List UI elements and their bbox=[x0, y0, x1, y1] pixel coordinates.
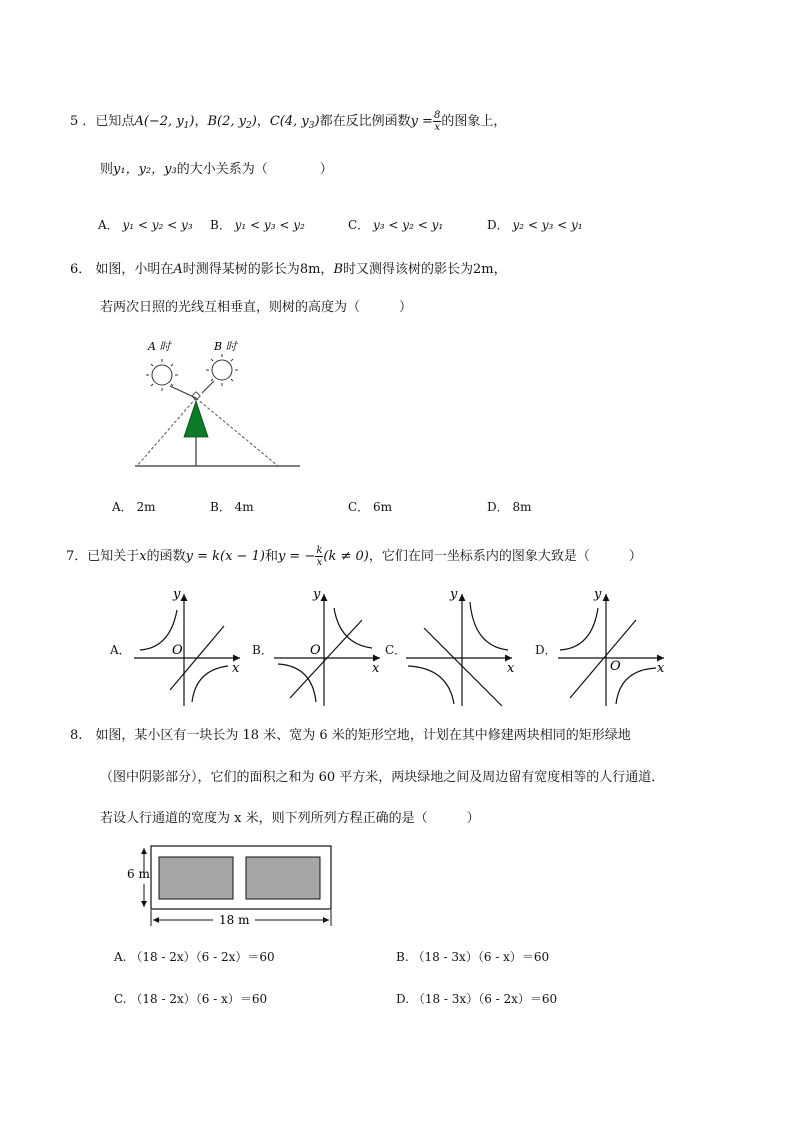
q6-label-a: A 时 bbox=[148, 340, 171, 353]
q6-option-b[interactable]: B． 4m bbox=[210, 500, 254, 514]
q7-graph-a bbox=[132, 588, 247, 708]
q7-graph-b bbox=[272, 588, 387, 708]
q6-tree-shadow-figure bbox=[130, 338, 305, 473]
svg-text:x: x bbox=[507, 661, 515, 676]
q5-fraction: $\frac{8}{x}$ bbox=[433, 110, 441, 133]
sun-a-icon bbox=[146, 359, 178, 391]
q6-label-b: B 时 bbox=[214, 340, 237, 353]
svg-text:y: y bbox=[313, 587, 321, 602]
svg-text:O: O bbox=[172, 643, 183, 658]
q8-line1: 8. 如图，某小区有一块长为 18 米、宽为 6 米的矩形空地，计划在其中修建两块相同的矩形绿地 bbox=[70, 728, 631, 743]
q8-garden-figure bbox=[125, 840, 340, 932]
svg-text:x: x bbox=[232, 661, 240, 676]
svg-text:x: x bbox=[657, 661, 665, 676]
q8-line2: （图中阴影部分），它们的面积之和为 60 平方米，两块绿地之间及周边留有宽度相等的人行通道． bbox=[100, 770, 665, 785]
q7-option-b-label[interactable]: B． bbox=[252, 643, 273, 657]
q8-width-label: 18 m bbox=[219, 913, 250, 927]
sun-b-icon bbox=[206, 354, 238, 386]
q8-height-label: 6 m bbox=[127, 867, 150, 881]
q8-option-d[interactable]: D. （18 - 3x）（6 - 2x）＝60 bbox=[396, 992, 558, 1006]
svg-text:x: x bbox=[372, 661, 380, 676]
q7-graph-c bbox=[404, 588, 519, 708]
q7-line1: 7．已知关于x的函数y = k(x − 1)和y = − $\frac{k}{x}$ (k ≠ 0)，它们在同一坐标系内的图象大致是（ ） bbox=[66, 545, 642, 568]
q7-option-c-label[interactable]: C． bbox=[385, 643, 407, 657]
q6-line2: 若两次日照的光线互相垂直，则树的高度为（ ） bbox=[100, 300, 413, 315]
q5-option-b[interactable]: B． y₁ < y₃ < y₂ bbox=[210, 218, 305, 232]
q5-option-c[interactable]: C． y₃ < y₂ < y₁ bbox=[348, 218, 444, 232]
q7-fraction: $\frac{k}{x}$ bbox=[316, 545, 323, 568]
q8-green-area-right bbox=[246, 857, 320, 899]
q6-line1: 6． 如图，小明在A时测得某树的影长为8m，B时又测得该树的影长为2m， bbox=[70, 262, 507, 277]
tree-icon bbox=[184, 401, 208, 437]
q8-green-area-left bbox=[159, 857, 233, 899]
q8-option-c[interactable]: C. （18 - 2x）（6 - x）＝60 bbox=[114, 992, 268, 1006]
q7-option-d-label[interactable]: D． bbox=[535, 643, 557, 657]
q8-option-a[interactable]: A. （18 - 2x）（6 - 2x）＝60 bbox=[114, 950, 275, 964]
q7-graph-d bbox=[556, 588, 671, 708]
svg-text:O: O bbox=[310, 643, 321, 658]
q7-option-a-label[interactable]: A． bbox=[110, 643, 131, 657]
q5-line1: 5 ．已知点A(−2, $y_1$)，B(2, $y_2$)，C(4, $y_3$)都在反比例函数y = $\frac{8}{x}$ 的图象上， bbox=[70, 110, 507, 133]
q5-option-a[interactable]: A． y₁ < y₂ < y₃ bbox=[98, 218, 193, 232]
q5-line2: 则y₁，y₂，y₃的大小关系为（ ） bbox=[100, 162, 333, 177]
svg-text:O: O bbox=[610, 659, 621, 674]
svg-text:y: y bbox=[173, 587, 181, 602]
q6-option-c[interactable]: C． 6m bbox=[348, 500, 393, 514]
svg-text:y: y bbox=[594, 587, 602, 602]
q5-option-d[interactable]: D． y₂ < y₃ < y₁ bbox=[487, 218, 583, 232]
svg-text:y: y bbox=[450, 587, 458, 602]
q6-option-a[interactable]: A． 2m bbox=[112, 500, 156, 514]
q5-number: 5 bbox=[70, 114, 79, 129]
q6-option-d[interactable]: D． 8m bbox=[487, 500, 532, 514]
q8-option-b[interactable]: B. （18 - 3x）（6 - x）＝60 bbox=[396, 950, 550, 964]
q8-line3: 若设人行通道的宽度为 x 米，则下列所列方程正确的是（ ） bbox=[100, 811, 480, 826]
